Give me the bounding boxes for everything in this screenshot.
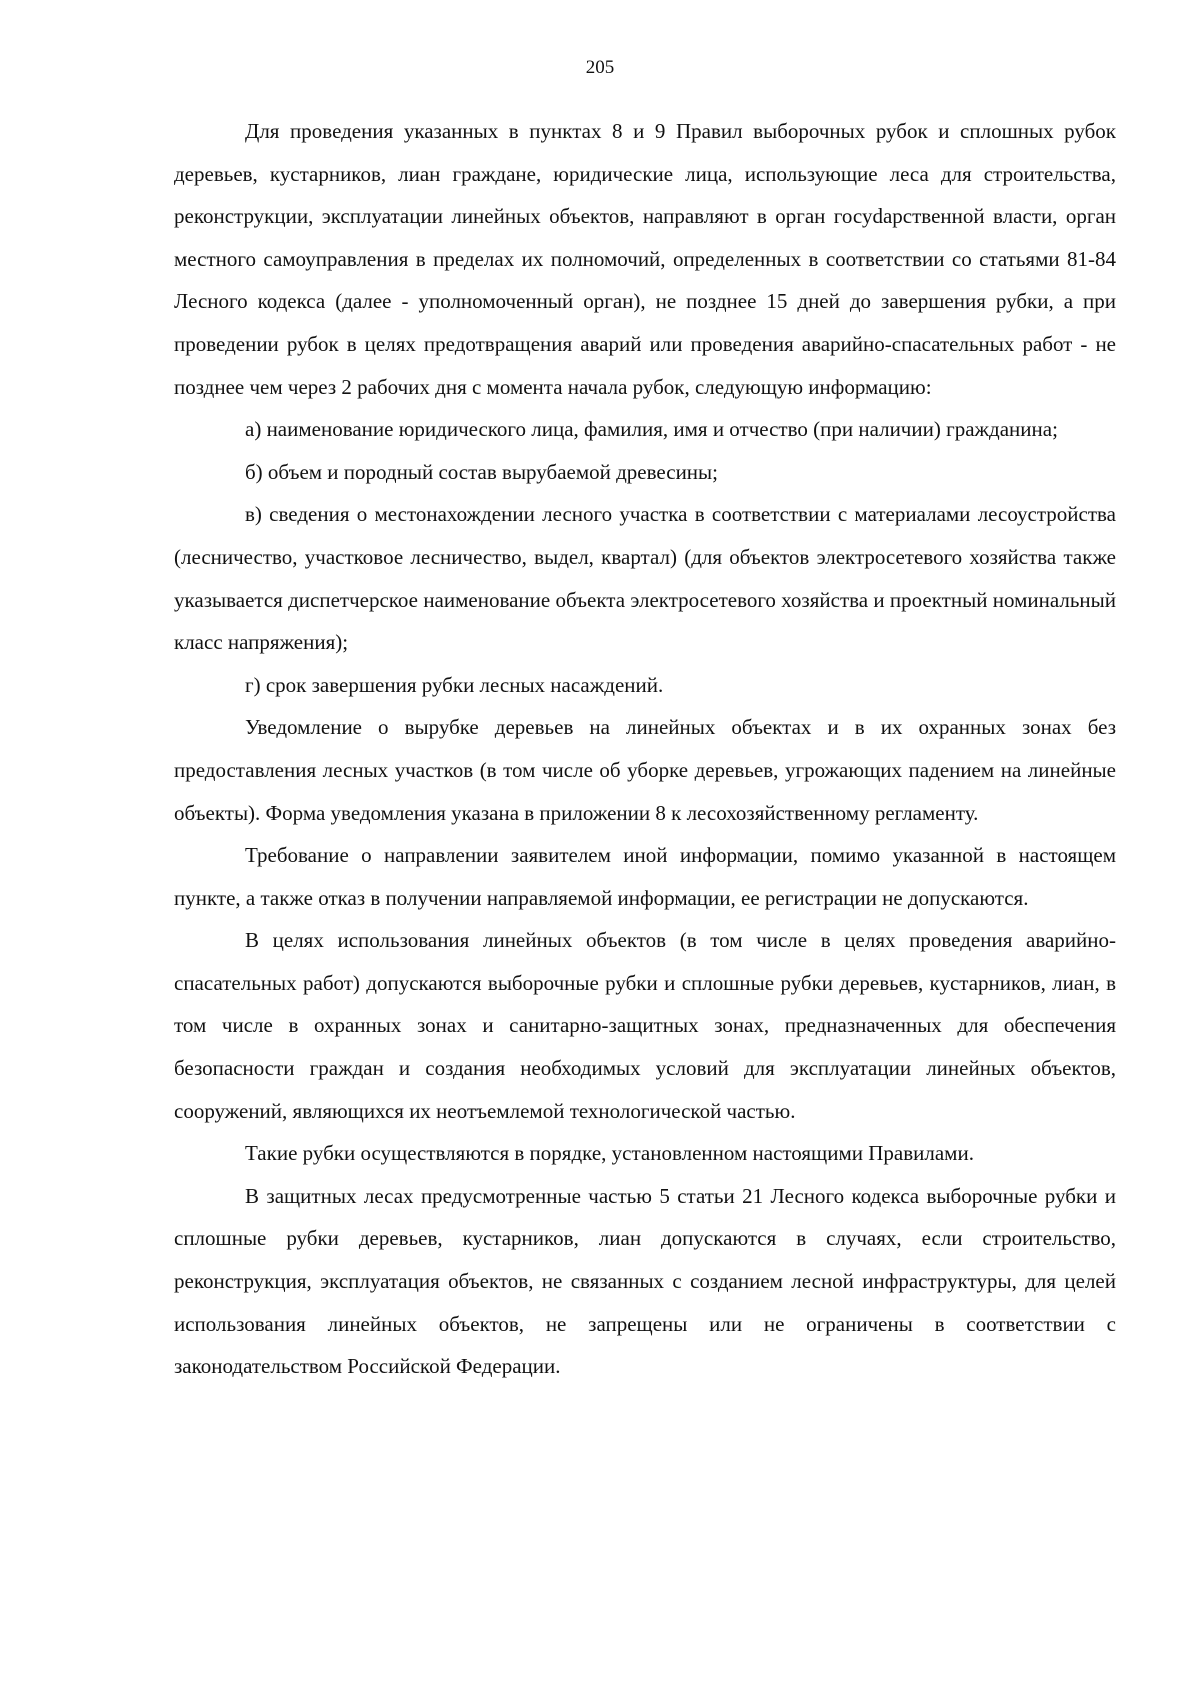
paragraph-item-b: б) объем и породный состав вырубаемой древесины; xyxy=(245,459,718,484)
document-body xyxy=(174,110,1116,1388)
paragraph-extra-info-prohibition: Требование о направлении заявителем иной информации, помимо указанной в настоящем пункте, а также отказ в получении направляемой информации, ее регистрации не допускаются. xyxy=(174,843,1116,910)
page-number: 205 xyxy=(585,57,615,78)
paragraph-item-a: а) наименование юридического лица, фамилия, имя и отчество (при наличии) гражданина; xyxy=(245,417,1058,442)
paragraph-protective-forests: В защитных лесах предусмотренные частью 5 статьи 21 Лесного кодекса выборочные рубки и сплошные рубки деревьев, кустарников, лиан допускаются в случаях, если строительство, реконструкция, эксплуатация объектов, не связанных с созданием лесной инфраструктуры, для целей использования линейных объектов, не запрещены или не ограничены в соответствии с законодательством Российской Федерации. xyxy=(174,1183,1116,1379)
paragraph-item-g: г) срок завершения рубки лесных насаждений. xyxy=(245,672,664,697)
paragraph-item-v: в) сведения о местонахождении лесного участка в соответствии с материалами лесоустройства (лесничество, участковое лесничество, выдел, квартал) (для объектов электросетевого хозяйства также указывается диспетчерское наименование объекта электросетевого хозяйства и проектный номинальный класс напряжения); xyxy=(174,502,1116,655)
paragraph-notice-form: Уведомление о вырубке деревьев на линейных объектах и в их охранных зонах без предоставления лесных участков (в том числе об уборке деревьев, угрожающих падением на линейные объекты). Форма уведомления указана в приложении 8 к лесохозяйственному регламенту. xyxy=(174,715,1116,825)
paragraph-notification-requirements: Для проведения указанных в пунктах 8 и 9 Правил выборочных рубок и сплошных рубок деревьев, кустарников, лиан граждане, юридические лица, использующие леса для строительства, реконструкции, эксплуатации линейных объектов, направляют в орган госуdарственной власти, орган местного самоуправления в пределах их полномочий, определенных в соответствии со статьями 81-84 Лесного кодекса (далее - уполномоченный орган), не позднее 15 дней до завершения рубки, а при проведении рубок в целях предотвращения аварий или проведения аварийно-спасательных работ - не позднее чем через 2 рабочих дня с момента начала рубок, следующую информацию: xyxy=(174,119,1116,399)
paragraph-linear-objects-use: В целях использования линейных объектов (в том числе в целях проведения аварийно-спасательных работ) допускаются выборочные рубки и сплошные рубки деревьев, кустарников, лиан, в том числе в охранных зонах и санитарно-защитных зонах, предназначенных для обеспечения безопасности граждан и создания необходимых условий для эксплуатации линейных объектов, сооружений, являющихся их неотъемлемой технологической частью. xyxy=(174,928,1116,1123)
paragraph-procedure: Такие рубки осуществляются в порядке, установленном настоящими Правилами. xyxy=(245,1141,974,1166)
